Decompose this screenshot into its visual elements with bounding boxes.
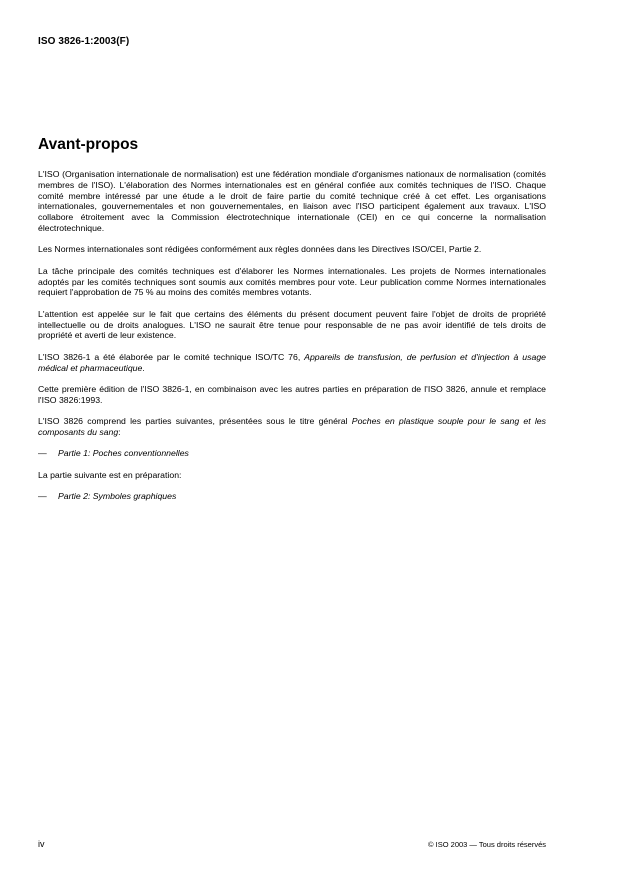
paragraph-technical-committees: La tâche principale des comités techniques est d'élaborer les Normes internationales. Les projets de Normes internationales adoptés par les comités techniques sont soumis aux comités membres pour vote. Leur publication comme Normes internationales requiert l'approbation de 75 % au moins des comités membres votants. [38,265,546,298]
page-number: iv [38,839,45,849]
list-item-part-2 [38,491,546,502]
part-2-title: Partie 2: Symboles graphiques [58,491,177,502]
paragraph-in-preparation: La partie suivante est en préparation: [38,469,182,480]
foreword-body [38,169,546,512]
document-reference: ISO 3826-1:2003(F) [38,36,130,47]
list-item-part-1 [38,448,546,459]
general-title: Poches en plastique souple pour le sang et les composants du sang [38,416,546,437]
part-1-title: Partie 1: Poches conventionnelles [58,448,189,459]
page-title: Avant-propos [38,136,139,153]
paragraph-directives: Les Normes internationales sont rédigées conformément aux règles données dans les Directives ISO/CEI, Partie 2. [38,244,482,255]
prepared-by-end: . [142,362,145,373]
prepared-by-text: L'ISO 3826-1 a été élaborée par le comité technique ISO/TC 76, [38,351,305,362]
paragraph-prepared-by [38,352,546,374]
paragraph-edition: Cette première édition de l'ISO 3826-1, en combinaison avec les autres parties en préparation de l'ISO 3826, annule et remplace l'ISO 3826:1993. [38,383,546,405]
committee-title: Appareils de transfusion, de perfusion et d'injection à usage médical et pharmaceutique [38,351,546,373]
parts-intro-text: L'ISO 3826 comprend les parties suivantes, présentées sous le titre général [38,416,352,427]
paragraph-patent-rights: L'attention est appelée sur le fait que certains des éléments du présent document peuvent faire l'objet de droits de propriété intellectuelle ou de droits analogues. L'ISO ne saurait être tenue pour responsable de ne pas avoir identifié de tels droits de propriété et averti de leur existence. [38,308,546,341]
copyright-notice: © ISO 2003 — Tous droits réservés [428,840,546,849]
list-dash: — [38,448,47,459]
paragraph-parts-intro [38,416,546,438]
list-dash: — [38,491,47,502]
parts-intro-end: : [118,426,121,437]
paragraph-iso-organisation: L'ISO (Organisation internationale de normalisation) est une fédération mondiale d'organismes nationaux de normalisation (comités membres de l'ISO). L'élaboration des Normes internationales est en général confiée aux comités techniques de l'ISO. Chaque comité membre intéressé par une étude a le droit de faire partie du comité technique créé à cet effet. Les organisations internationales, gouvernementales et non gouvernementales, en liaison avec l'ISO participent également aux travaux. L'ISO collabore étroitement avec la Commission électrotechnique internationale (CEI) en ce qui concerne la normalisation électrotechnique. [38,169,546,233]
